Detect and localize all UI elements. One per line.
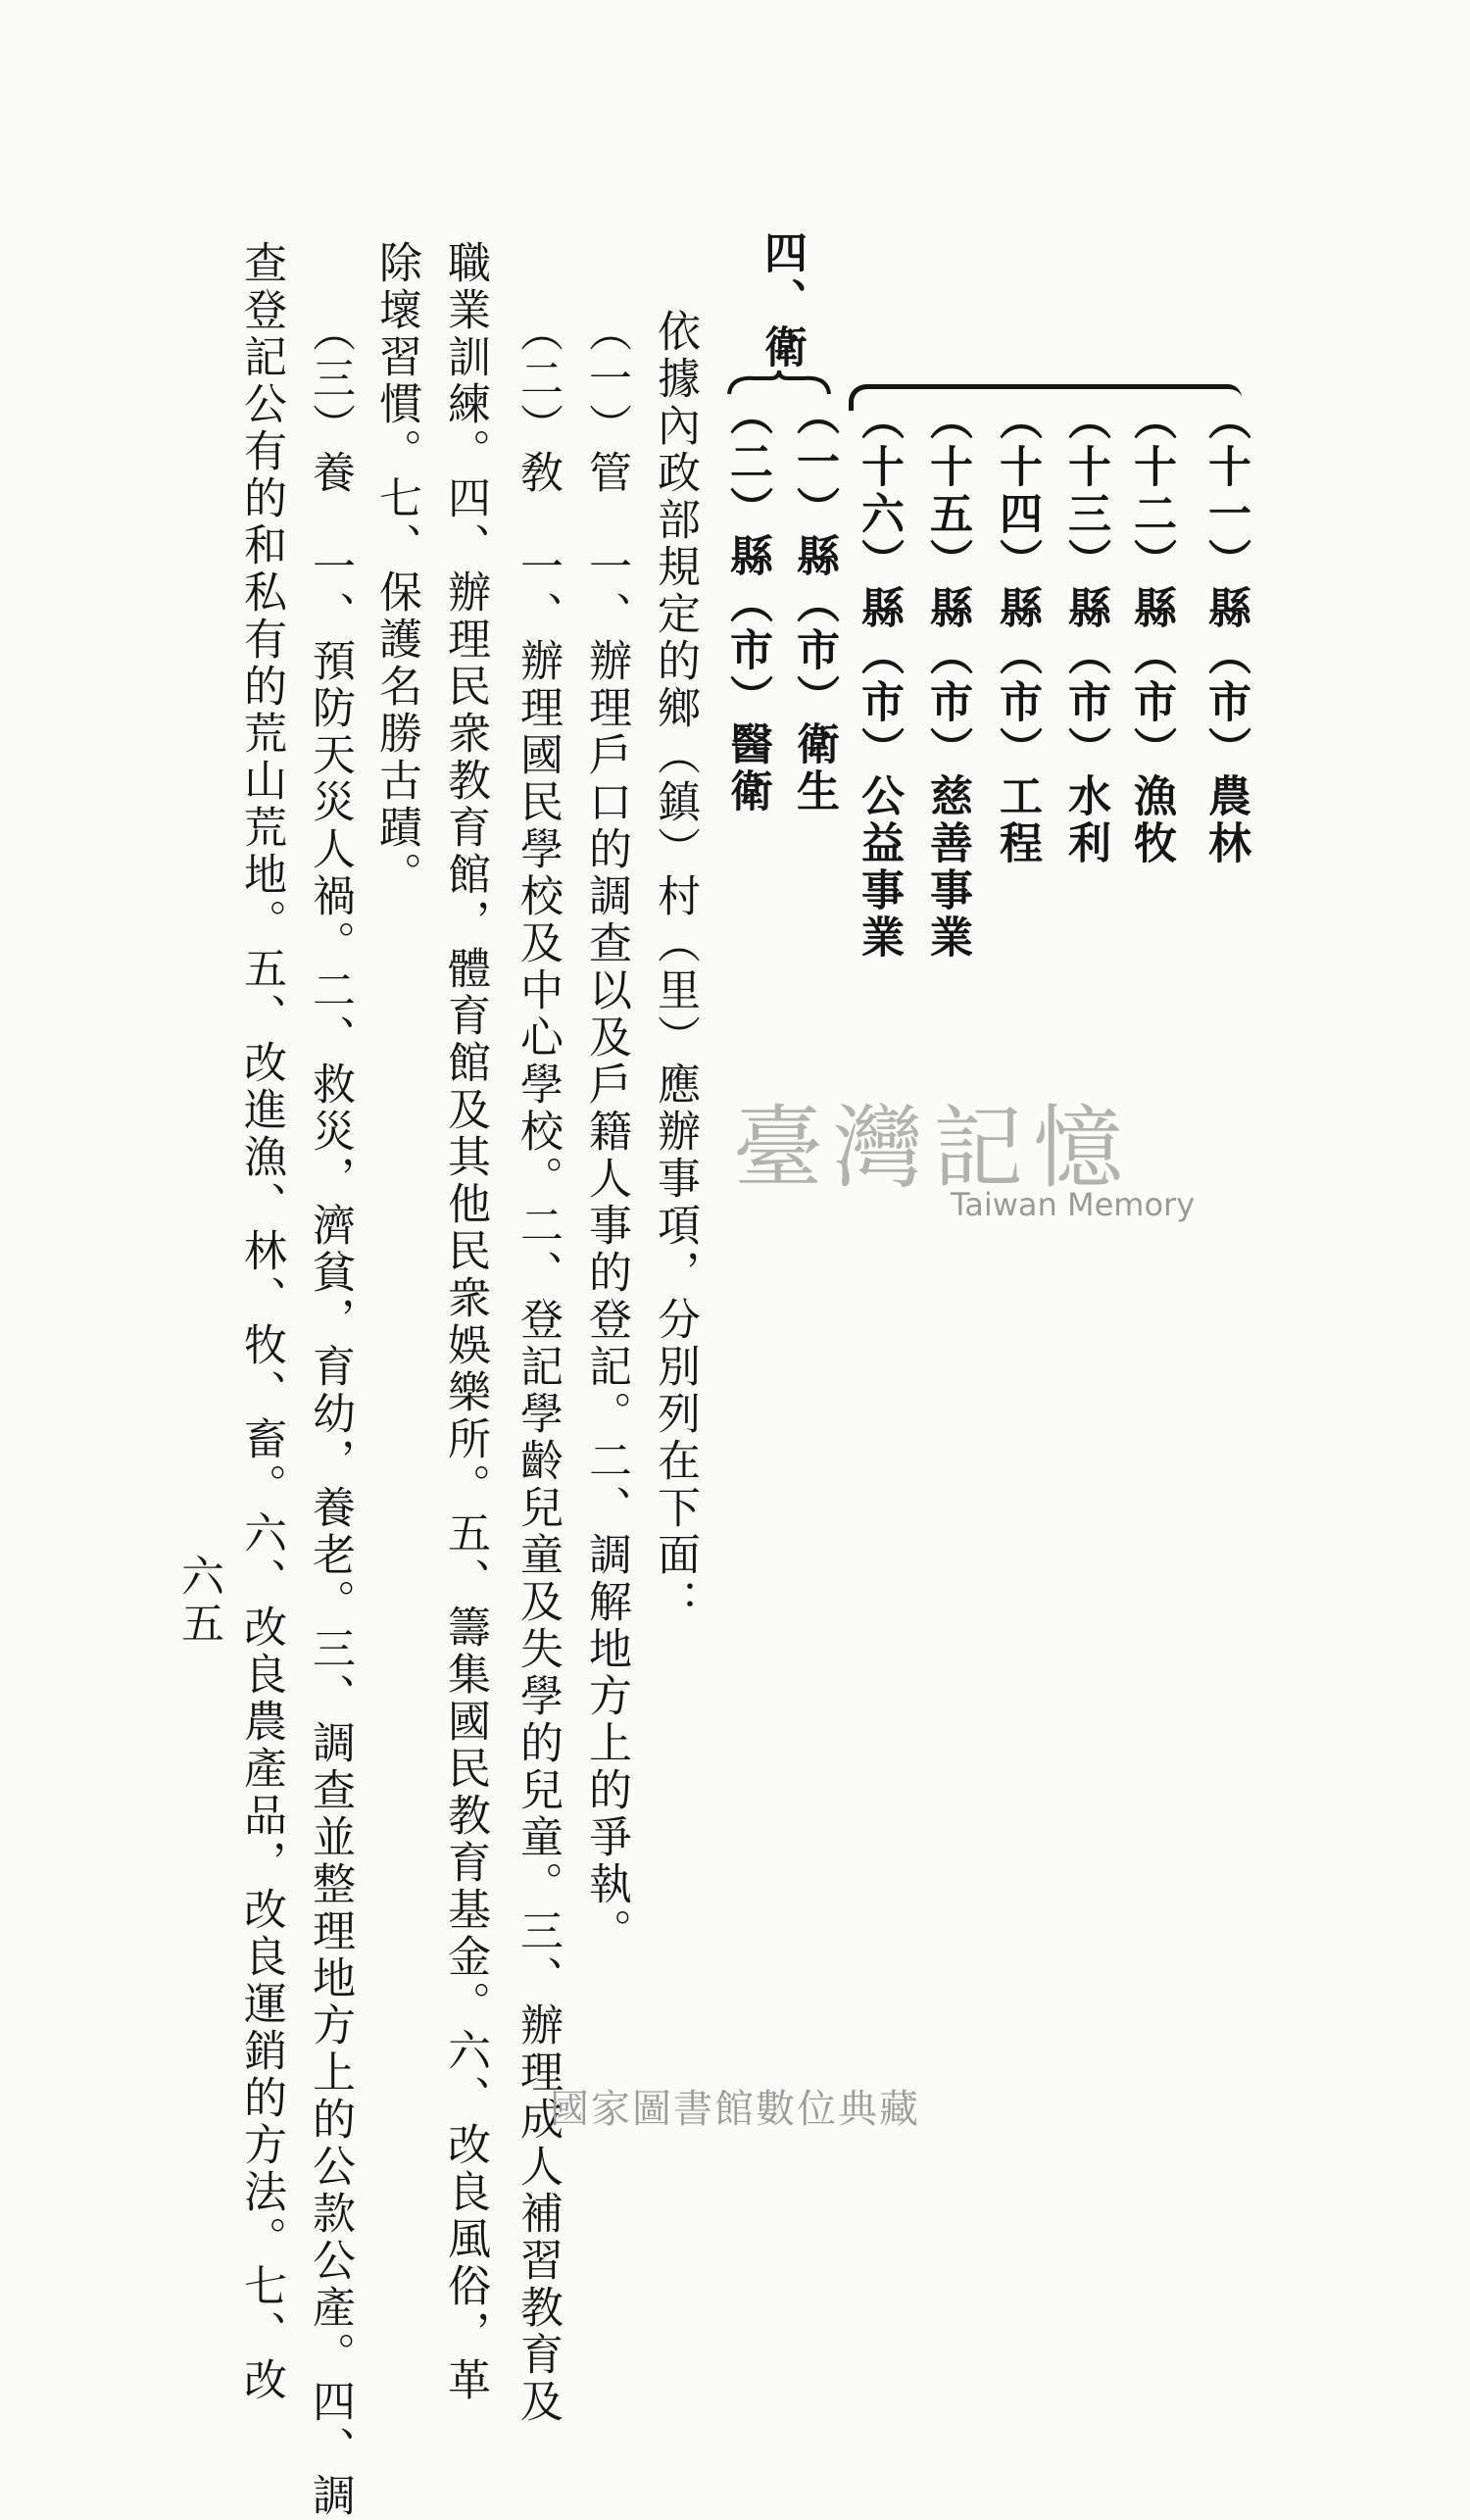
list-item-13: （十三）縣（市）水利 xyxy=(1060,397,1110,867)
watermark-logo: 臺灣記憶 xyxy=(733,1096,1134,1201)
paragraph-management: （一）管 一、辦理戶口的調查以及戶籍人事的登記。二、調解地方上的爭執。 xyxy=(581,309,631,1955)
section-subitem-2: （二）縣（市）醫衛 xyxy=(722,392,772,815)
list-item-11: （十一）縣（市）農林 xyxy=(1200,397,1250,867)
page-number: 六五 xyxy=(173,1554,223,1648)
section-heading: 四、衛 xyxy=(757,230,807,371)
list-item-15: （十五）縣（市）慈善事業 xyxy=(922,397,972,962)
list-item-16: （十六）縣（市）公益事業 xyxy=(854,397,904,962)
list-item-14: （十四）縣（市）工程 xyxy=(992,397,1042,867)
watermark-english: Taiwan Memory xyxy=(951,1186,1196,1223)
list-bracket xyxy=(855,384,1242,401)
section-subitem-1: （一）縣（市）衛生 xyxy=(789,392,839,815)
footer-library-credit: 國家圖書館數位典藏 xyxy=(550,2087,920,2132)
intro-text: 依據內政部規定的鄉（鎮）村（里）應辦事項，分別列在下面： xyxy=(650,309,700,1626)
paragraph-education: （二）敎 一、辦理國民學校及中心學校。二、登記學齡兒童及失學的兒童。三、辦理成人補習教育及 xyxy=(513,309,563,2426)
paragraph-welfare-cont: 查登記公有的和私有的荒山荒地。五、改進漁、林、牧、畜。六、改良農產品，改良運銷的方法。七、改 xyxy=(236,240,286,2404)
paragraph-welfare: （三）養 一、預防天災人禍。二、救災，濟貧，育幼，養老。三、調查並整理地方上的公款公產。四、調 xyxy=(305,309,355,2520)
paragraph-education-cont-1: 職業訓練。四、辦理民衆教育館，體育館及其他民衆娛樂所。五、籌集國民教育基金。六、改良風俗，革 xyxy=(440,240,490,2404)
paragraph-education-cont-2: 除壞習慣。七、保護名勝古蹟。 xyxy=(371,240,421,899)
list-item-12: （十二）縣（市）漁牧 xyxy=(1126,397,1176,867)
